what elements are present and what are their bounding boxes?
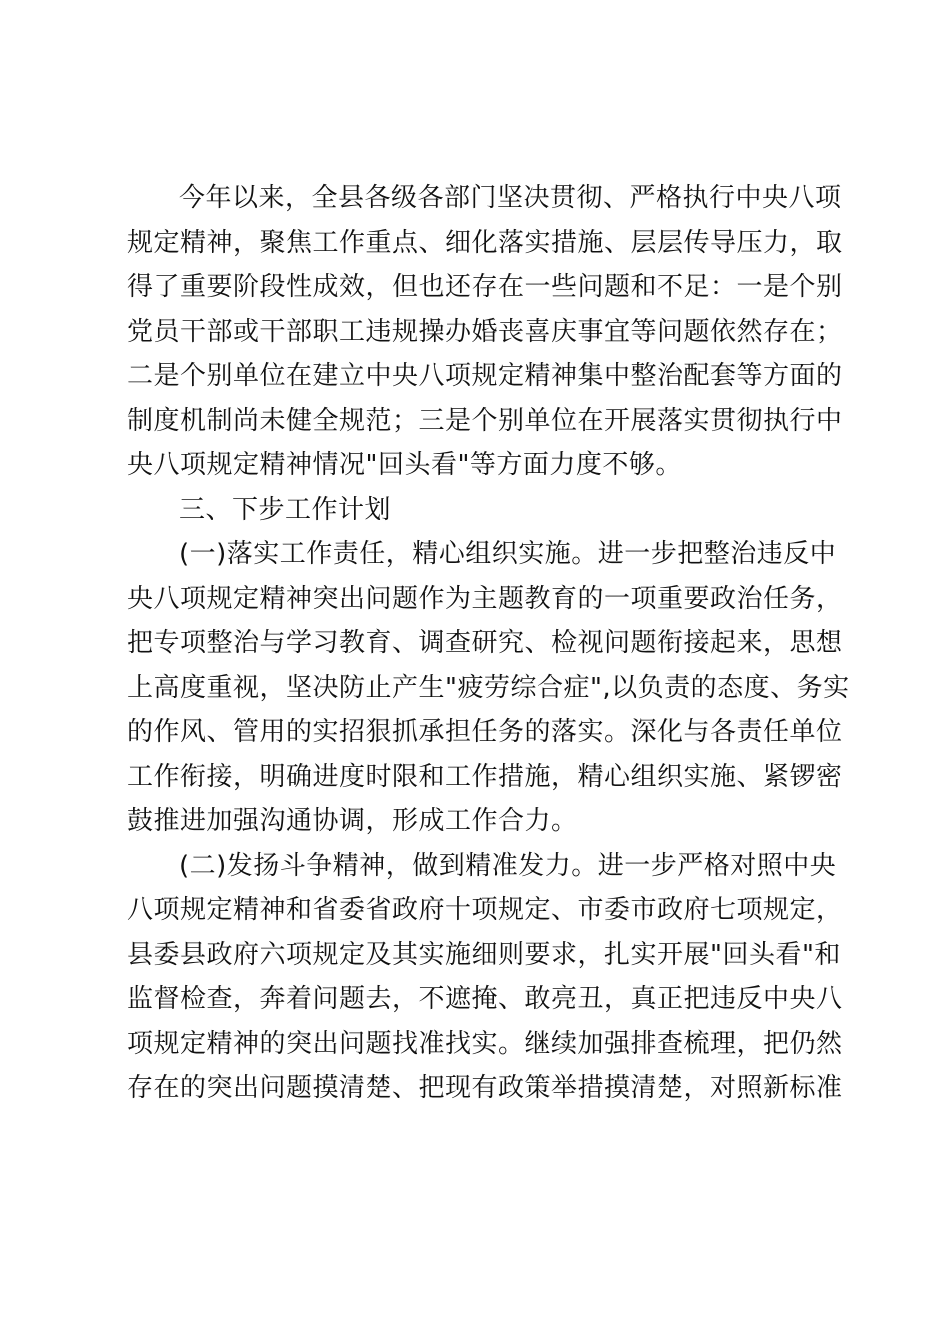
text-line: 制度机制尚未健全规范；三是个别单位在开展落实贯彻执行中 — [127, 405, 843, 436]
section-heading-text: 三、下步工作计划 — [179, 494, 392, 525]
text-line: 项规定精神的突出问题找准找实。继续加强排查梳理，把仍然 — [127, 1028, 843, 1059]
text-line: 上高度重视，坚决防止产生"疲劳综合症",以负责的态度、务实 — [127, 672, 850, 703]
text-line: 监督检查，奔着问题去，不遮掩、敢亮丑，真正把违反中央八 — [127, 984, 843, 1014]
text-line: (二)发扬斗争精神，做到精准发力。进一步严格对照中央 — [179, 850, 837, 881]
text-line: 存在的突出问题摸清楚、把现有政策举措摸清楚，对照新标准 — [127, 1073, 843, 1103]
text-line: 的作风、管用的实招狠抓承担任务的落实。深化与各责任单位 — [127, 717, 843, 747]
paragraph-problems — [127, 176, 843, 488]
text-line: (一)落实工作责任，精心组织实施。进一步把整治违反中 — [179, 539, 837, 569]
text-line: 规定精神，聚焦工作重点、细化落实措施、层层传导压力，取 — [127, 227, 843, 258]
document-body — [127, 176, 850, 1111]
text-line: 央八项规定精神突出问题作为主题教育的一项重要政治任务， — [127, 583, 843, 614]
text-line: 工作衔接，明确进度时限和工作措施，精心组织实施、紧锣密 — [127, 761, 843, 792]
text-line: 央八项规定精神情况"回头看"等方面力度不够。 — [127, 450, 682, 480]
paragraph-plan-2 — [127, 844, 843, 1111]
text-line: 得了重要阶段性成效，但也还存在一些问题和不足：一是个别 — [127, 272, 843, 302]
text-line: 鼓推进加强沟通协调，形成工作合力。 — [127, 806, 578, 836]
text-line: 党员干部或干部职工违规操办婚丧喜庆事宜等问题依然存在； — [127, 316, 843, 347]
text-line: 八项规定精神和省委省政府十项规定、市委市政府七项规定， — [127, 895, 843, 925]
text-line: 把专项整治与学习教育、调查研究、检视问题衔接起来，思想 — [127, 628, 843, 658]
section-heading — [127, 488, 823, 533]
text-line: 二是个别单位在建立中央八项规定精神集中整治配套等方面的 — [127, 361, 843, 391]
text-line: 县委县政府六项规定及其实施细则要求，扎实开展"回头看"和 — [127, 939, 841, 970]
paragraph-plan-1 — [127, 532, 850, 844]
text-line: 今年以来，全县各级各部门坚决贯彻、严格执行中央八项 — [179, 183, 842, 213]
